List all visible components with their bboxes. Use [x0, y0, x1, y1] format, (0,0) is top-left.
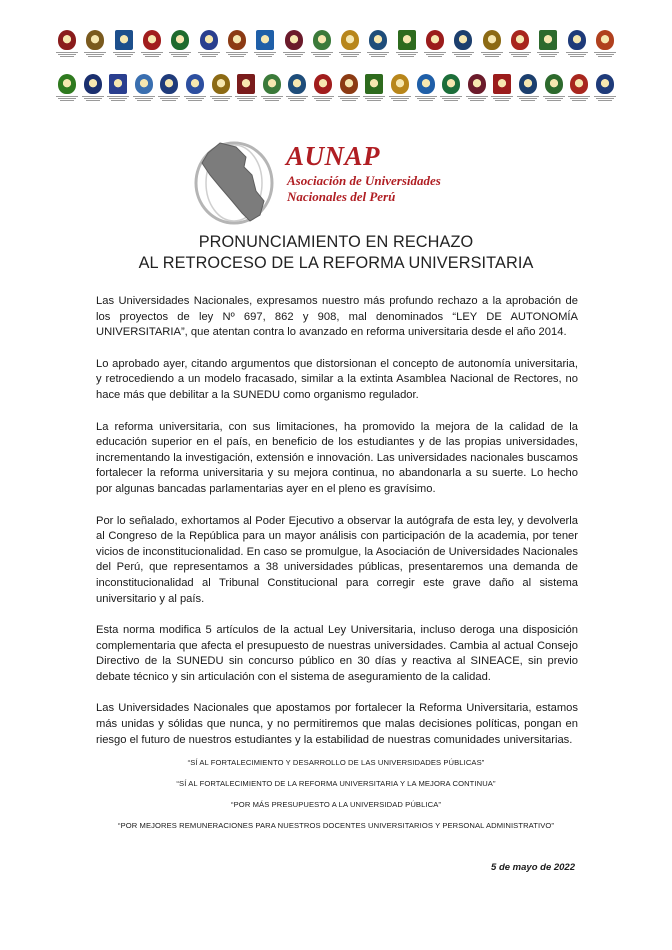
logo-caption-blur [508, 52, 532, 62]
university-seal-icon [171, 30, 189, 50]
university-seal-icon [212, 74, 230, 94]
slogan: “POR MÁS PRESUPUESTO A LA UNIVERSIDAD PÚBLICA” [231, 800, 441, 809]
logo-caption-blur [565, 52, 589, 62]
slogan: “SÍ AL FORTALECIMIENTO Y DESARROLLO DE LAS UNIVERSIDADES PÚBLICAS” [187, 758, 485, 767]
university-logo [158, 74, 180, 106]
university-logo [338, 74, 360, 106]
university-seal-icon [86, 30, 104, 50]
logo-caption-blur [253, 52, 277, 62]
university-logo [594, 74, 616, 106]
university-logo [235, 74, 257, 106]
university-logos-row-2 [56, 74, 616, 106]
university-seal-icon [568, 30, 586, 50]
logo-caption-blur [132, 96, 156, 106]
university-logo [367, 30, 389, 62]
aunap-subtitle-line-2: Nacionales del Perú [287, 189, 396, 204]
university-seal-icon [426, 30, 444, 50]
logo-caption-blur [310, 52, 334, 62]
logo-caption-blur [362, 96, 386, 106]
logo-caption-blur [480, 52, 504, 62]
university-seal-icon [143, 30, 161, 50]
logo-caption-blur [366, 52, 390, 62]
university-seal-icon [596, 74, 614, 94]
university-seal-icon [84, 74, 102, 94]
logo-caption-blur [234, 96, 258, 106]
aunap-name: AUNAP [286, 141, 381, 171]
university-seal-icon [228, 30, 246, 50]
university-seal-icon [570, 74, 588, 94]
university-logo [339, 30, 361, 62]
university-logo [254, 30, 276, 62]
university-seal-icon [200, 30, 218, 50]
university-logo [226, 30, 248, 62]
logo-caption-blur [423, 52, 447, 62]
university-logo [537, 30, 559, 62]
logo-caption-blur [285, 96, 309, 106]
university-logo [566, 30, 588, 62]
university-logo [283, 30, 305, 62]
university-seal-icon [369, 30, 387, 50]
university-logo [509, 30, 531, 62]
slogans [0, 758, 672, 842]
university-seal-icon [313, 30, 331, 50]
university-logo [198, 30, 220, 62]
logo-caption-blur [593, 96, 617, 106]
university-logo [440, 74, 462, 106]
university-logo [184, 74, 206, 106]
university-logo [452, 30, 474, 62]
logo-caption-blur [451, 52, 475, 62]
logo-caption-blur [593, 52, 617, 62]
university-logo [261, 74, 283, 106]
logo-caption-blur [183, 96, 207, 106]
university-logo [107, 74, 129, 106]
university-logo [84, 30, 106, 62]
logo-caption-blur [260, 96, 284, 106]
logo-caption-blur [414, 96, 438, 106]
university-logo [543, 74, 565, 106]
university-logo [481, 30, 503, 62]
logo-caption-blur [197, 52, 221, 62]
university-seal-icon [115, 30, 133, 50]
university-seal-icon [263, 74, 281, 94]
logo-caption-blur [311, 96, 335, 106]
university-logo [210, 74, 232, 106]
logo-caption-blur [81, 96, 105, 106]
university-logo [56, 30, 78, 62]
university-logo [424, 30, 446, 62]
logo-caption-blur [282, 52, 306, 62]
university-seal-icon [442, 74, 460, 94]
logo-caption-blur [490, 96, 514, 106]
logo-caption-blur [395, 52, 419, 62]
university-seal-icon [493, 74, 511, 94]
university-seal-icon [519, 74, 537, 94]
aunap-logo [190, 135, 490, 235]
university-seal-icon [135, 74, 153, 94]
university-seal-icon [109, 74, 127, 94]
aunap-subtitle [287, 173, 487, 205]
university-logo [363, 74, 385, 106]
university-seal-icon [596, 30, 614, 50]
university-logo [133, 74, 155, 106]
university-logo [312, 74, 334, 106]
logo-caption-blur [536, 52, 560, 62]
document-title [0, 232, 672, 274]
logo-caption-blur [465, 96, 489, 106]
university-seal-icon [391, 74, 409, 94]
logo-caption-blur [542, 96, 566, 106]
body-paragraph: Por lo señalado, exhortamos al Poder Ejecutivo a observar la autógrafa de esta ley, y devolverla al Congreso de la República para un mayor análisis con participación de la academia, por tener vicios de inconstitucionalidad. En caso se promulgue, la Asociación de Universidades Nacionales del Perú, que representamos a 38 universidades públicas, presentaremos una demanda de inconstitucionalidad al Tribunal Constitucional para corregir este grave daño al sistema universitario y al país. [96, 514, 578, 605]
logo-caption-blur [209, 96, 233, 106]
university-logo [141, 30, 163, 62]
university-logo [113, 30, 135, 62]
university-logo [389, 74, 411, 106]
logo-caption-blur [83, 52, 107, 62]
university-logo [396, 30, 418, 62]
university-seal-icon [288, 74, 306, 94]
university-logo [311, 30, 333, 62]
logo-caption-blur [516, 96, 540, 106]
university-seal-icon [285, 30, 303, 50]
university-logo [594, 30, 616, 62]
university-seal-icon [417, 74, 435, 94]
logo-caption-blur [140, 52, 164, 62]
university-seal-icon [468, 74, 486, 94]
document-date: 5 de mayo de 2022 [491, 862, 575, 873]
logo-caption-blur [388, 96, 412, 106]
university-seal-icon [365, 74, 383, 94]
university-logo [82, 74, 104, 106]
university-seal-icon [511, 30, 529, 50]
university-seal-icon [483, 30, 501, 50]
university-seal-icon [160, 74, 178, 94]
university-seal-icon [454, 30, 472, 50]
university-logos-row-1 [56, 30, 616, 62]
logo-caption-blur [225, 52, 249, 62]
university-seal-icon [340, 74, 358, 94]
university-seal-icon [341, 30, 359, 50]
university-seal-icon [314, 74, 332, 94]
logo-caption-blur [439, 96, 463, 106]
document-body [96, 294, 578, 764]
logo-caption-blur [112, 52, 136, 62]
body-paragraph: Las Universidades Nacionales que apostamos por fortalecer la Reforma Universitaria, estamos más unidas y sólidas que nunca, y no permitiremos que malas decisiones políticas, pongan en riesgo el futuro de nuestros estudiantes y la estabilidad de nuestras comunidades universitarias. [96, 702, 578, 746]
university-logo [517, 74, 539, 106]
slogan: “POR MEJORES REMUNERACIONES PARA NUESTROS DOCENTES UNIVERSITARIOS Y PERSONAL ADMINISTRATIVO” [117, 821, 555, 830]
logo-caption-blur [55, 96, 79, 106]
university-logo [466, 74, 488, 106]
university-seal-icon [186, 74, 204, 94]
logo-caption-blur [168, 52, 192, 62]
university-seal-icon [58, 30, 76, 50]
peru-map-globe-icon [190, 135, 286, 235]
logo-caption-blur [337, 96, 361, 106]
logo-caption-blur [567, 96, 591, 106]
logo-caption-blur [157, 96, 181, 106]
university-logo [286, 74, 308, 106]
slogan: “SÍ AL FORTALECIMIENTO DE LA REFORMA UNIVERSITARIA Y LA MEJORA CONTINUA” [176, 779, 496, 788]
logo-caption-blur [106, 96, 130, 106]
university-logo [491, 74, 513, 106]
university-seal-icon [237, 74, 255, 94]
logo-caption-blur [55, 52, 79, 62]
university-seal-icon [398, 30, 416, 50]
university-seal-icon [58, 74, 76, 94]
university-logo [568, 74, 590, 106]
body-paragraph: La reforma universitaria, con sus limitaciones, ha promovido la mejora de la calidad de la educación superior en el país, en beneficio de los estudiantes y de las propias universidades, incrementando la investigación, extensión e innovación. Las universidades nacionales buscamos fortalecer la reforma universitaria y su mejora continua, no abandonarla a su suerte. Lo hecho por algunas bancadas parlamentarias ayer en el pleno es gravísimo. [96, 420, 578, 495]
body-paragraph: Lo aprobado ayer, citando argumentos que distorsionan el concepto de autonomía universitaria, y retrocediendo a un modelo fracasado, similar a la extinta Asamblea Nacional de Rectores, no hace más que debilitar a la SUNEDU como organismo regulador. [96, 357, 578, 401]
university-logo [169, 30, 191, 62]
body-paragraph: Las Universidades Nacionales, expresamos nuestro más profundo rechazo a la aprobación de los proyectos de ley Nº 697, 862 y 908, mal denominados “LEY DE AUTONOMÍA UNIVERSITARIA”, que atentan contra lo avanzado en reforma universitaria desde el año 2014. [96, 295, 578, 339]
university-logo [56, 74, 78, 106]
body-paragraph: Esta norma modifica 5 artículos de la actual Ley Universitaria, incluso deroga una disposición complementaria que afecta el presupuesto de nuestras universidades. Cambia al actual Consejo Directivo de la SUNEDU sin concurso público en 30 días y reactiva al SINEACE, sin previo debate técnico y sin articulación con el sistema de aseguramiento de la calidad. [96, 624, 578, 683]
document-title-line-2: AL RETROCESO DE LA REFORMA UNIVERSITARIA [138, 254, 534, 272]
university-seal-icon [256, 30, 274, 50]
logo-caption-blur [338, 52, 362, 62]
university-logo [415, 74, 437, 106]
university-seal-icon [545, 74, 563, 94]
document-title-line-1: PRONUNCIAMIENTO EN RECHAZO [198, 233, 474, 251]
university-seal-icon [539, 30, 557, 50]
aunap-subtitle-line-1: Asociación de Universidades [287, 173, 441, 188]
